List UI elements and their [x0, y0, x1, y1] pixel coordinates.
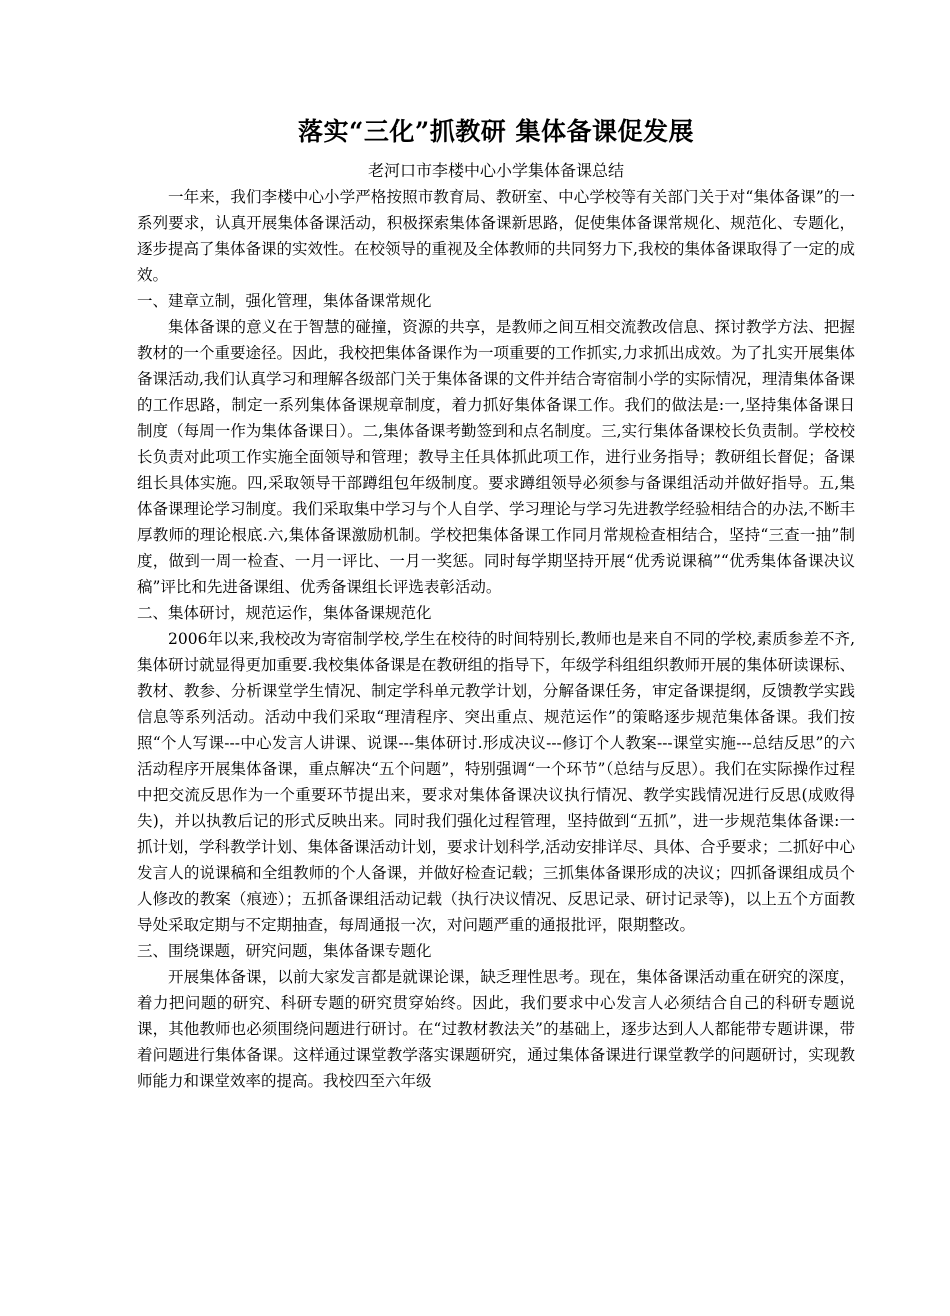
section-body-3: 开展集体备课，以前大家发言都是就课论课，缺乏理性思考。现在，集体备课活动重在研究的深度，着力把问题的研究、科研专题的研究贯穿始终。因此，我们要求中心发言人必须结合自己的科研专题说课，其他教师也必须围绕问题进行研讨。在“过教材教法关”的基础上，逐步达到人人都能带专题讲课，带着问题进行集体备课。这样通过课堂教学落实课题研究，通过集体备课进行课堂教学的问题研讨，实现教师能力和课堂效率的提高。我校四至六年级 [137, 968, 855, 1090]
document-subtitle: 老河口市李楼中心小学集体备课总结 [367, 161, 624, 180]
section-heading-3: 三、围绕课题，研究问题，集体备课专题化 [137, 942, 432, 960]
section-heading-1: 一、建章立制，强化管理，集体备课常规化 [137, 292, 432, 310]
document-page [137, 110, 855, 1094]
section-heading-2: 二、集体研讨，规范运作，集体备课规范化 [137, 604, 432, 622]
section-body-2: 2006年以来,我校改为寄宿制学校,学生在校待的时间特别长,教师也是来自不同的学校,素质参差不齐,集体研讨就显得更加重要.我校集体备课是在教研组的指导下，年级学科组组织教师开展的集体研读课标、教材、教参、分析课堂学生情况、制定学科单元教学计划，分解备课任务，审定备课提纲，反馈教学实践信息等系列活动。活动中我们采取“理清程序、突出重点、规范运作”的策略逐步规范集体备课。我们按照“个人写课---中心发言人讲课、说课---集体研讨.形成决议---修订个人教案---课堂实施---总结反思”的六活动程序开展集体备课，重点解决“五个问题”，特别强调“一个环节”（总结与反思）。我们在实际操作过程中把交流反思作为一个重要环节提出来，要求对集体备课决议执行情况、教学实践情况进行反思(成败得失)，并以执教后记的形式反映出来。同时我们强化过程管理，坚持做到“五抓”，进一步规范集体备课:一抓计划，学科教学计划、集体备课活动计划，要求计划科学,活动安排详尽、具体、合乎要求；二抓好中心发言人的说课稿和全组教师的个人备课，并做好检查记载；三抓集体备课形成的决议；四抓备课组成员个人修改的教案（痕迹）；五抓备课组活动记载（执行决议情况、反思记录、研讨记录等)，以上五个方面教导处采取定期与不定期抽查，每周通报一次，对问题严重的通报批评，限期整改。 [137, 630, 855, 934]
intro-paragraph: 一年来，我们李楼中心小学严格按照市教育局、教研室、中心学校等有关部门关于对“集体备课”的一系列要求，认真开展集体备课活动，积极探索集体备课新思路，促使集体备课常规化、规范化、专题化，逐步提高了集体备课的实效性。在校领导的重视及全体教师的共同努力下,我校的集体备课取得了一定的成效。 [137, 188, 855, 284]
section-body-1: 集体备课的意义在于智慧的碰撞，资源的共享，是教师之间互相交流教改信息、探讨教学方法、把握教材的一个重要途径。因此，我校把集体备课作为一项重要的工作抓实,力求抓出成效。为了扎实开展集体备课活动,我们认真学习和理解各级部门关于集体备课的文件并结合寄宿制小学的实际情况，理清集体备课的工作思路，制定一系列集体备课规章制度，着力抓好集体备课工作。我们的做法是:一,坚持集体备课日制度（每周一作为集体备课日）。二,集体备课考勤签到和点名制度。三,实行集体备课校长负责制。学校校长负责对此项工作实施全面领导和管理；教导主任具体抓此项工作，进行业务指导；教研组长督促；备课组长具体实施。四,采取领导干部蹲组包年级制度。要求蹲组领导必须参与备课组活动并做好指导。五,集体备课理论学习制度。我们采取集中学习与个人自学、学习理论与学习先进教学经验相结合的办法,不断丰厚教师的理论根底.六,集体备课激励机制。学校把集体备课工作同月常规检查相结合，坚持“三查一抽”制度，做到一周一检查、一月一评比、一月一奖惩。同时每学期坚持开展“优秀说课稿”“优秀集体备课决议稿”评比和先进备课组、优秀备课组长评选表彰活动。 [137, 318, 855, 596]
document-title: 落实“三化”抓教研 集体备课促发展 [298, 117, 694, 146]
